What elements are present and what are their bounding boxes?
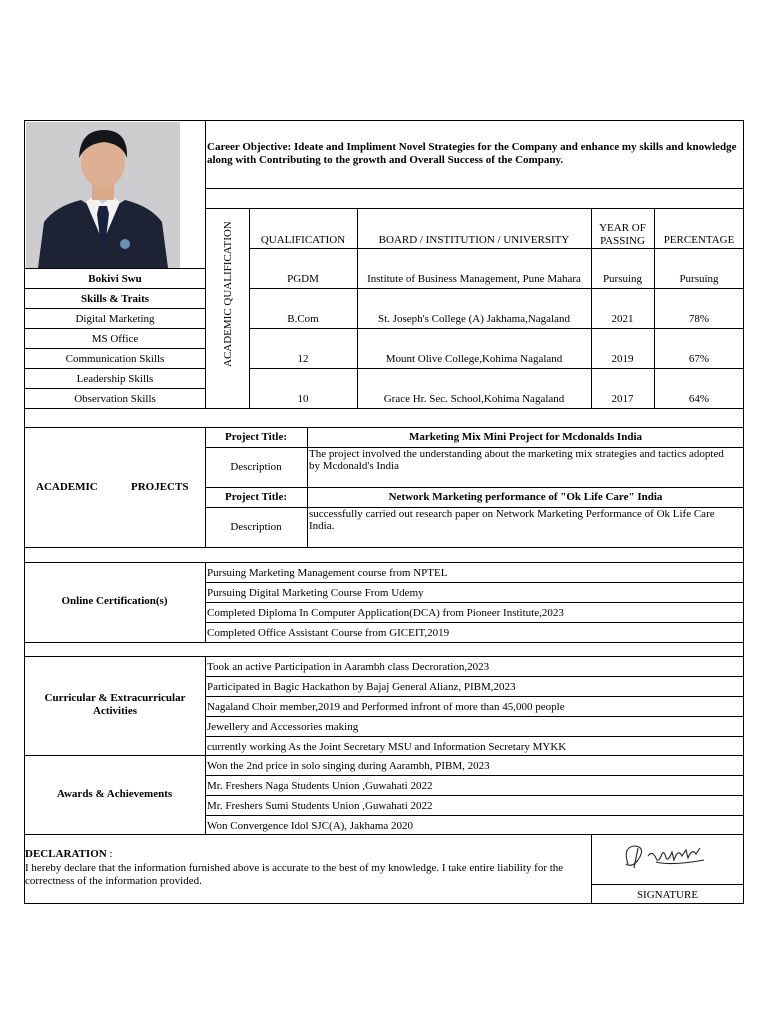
skill-item: MS Office <box>91 333 139 345</box>
activity-item: Jewellery and Accessories making <box>207 721 359 733</box>
certifications-label: Online Certification(s) <box>61 595 168 607</box>
award-item: Mr. Freshers Sumi Students Union ,Guwahati 2022 <box>207 800 433 812</box>
percentage-cell: 67% <box>688 353 710 365</box>
award-item: Won Convergence Idol SJC(A), Jakhama 2020 <box>207 820 414 832</box>
year-cell: Pursuing <box>602 273 643 285</box>
institution-cell: St. Joseph's College (A) Jakhama,Nagaland <box>378 313 570 325</box>
project-title-label: Project Title: <box>224 431 287 443</box>
project-title: Marketing Mix Mini Project for Mcdonalds India <box>408 431 643 443</box>
certification-item: Pursuing Marketing Management course from NPTEL <box>207 567 448 579</box>
percentage-cell: 78% <box>688 313 710 325</box>
project-desc-label: Description <box>230 521 282 533</box>
header-percentage: PERCENTAGE <box>663 234 735 246</box>
project-title: Network Marketing performance of "Ok Life Care" India <box>388 491 663 503</box>
skill-item: Communication Skills <box>65 353 165 365</box>
skill-item: Observation Skills <box>74 393 156 405</box>
signature-label: SIGNATURE <box>636 889 699 901</box>
declaration-colon: : <box>106 848 113 860</box>
signature-image <box>612 836 722 876</box>
certification-item: Completed Diploma In Computer Application(DCA) from Pioneer Institute,2023 <box>207 607 564 619</box>
institution-cell: Institute of Business Management, Pune Mahara <box>367 273 581 285</box>
projects-label-left: ACADEMIC <box>36 481 98 493</box>
header-year: YEAR OF PASSING <box>599 222 646 247</box>
award-item: Mr. Freshers Naga Students Union ,Guwahati 2022 <box>207 780 433 792</box>
year-cell: 2019 <box>611 353 634 365</box>
projects-label-right: PROJECTS <box>131 481 189 493</box>
profile-name: Bokivi Swu <box>88 273 142 285</box>
skills-title: Skills & Traits <box>80 293 150 305</box>
certification-item: Pursuing Digital Marketing Course From Udemy <box>207 587 424 599</box>
skill-item: Digital Marketing <box>75 313 155 325</box>
certification-item: Completed Office Assistant Course from GICEIT,2019 <box>207 627 450 639</box>
declaration-heading <box>25 848 113 861</box>
percentage-cell: 64% <box>688 393 710 405</box>
skill-item: Leadership Skills <box>76 373 154 385</box>
activity-item: currently working As the Joint Secretary MSU and Information Secretary MYKK <box>207 741 567 753</box>
profile-photo <box>26 122 180 268</box>
declaration-text: I hereby declare that the information furnished above is accurate to the best of my knowledge. I take entire liability for the correctness of the information provided. <box>25 862 564 887</box>
header-qualification: QUALIFICATION <box>260 234 346 246</box>
activities-label: Curricular & Extracurricular Activities <box>44 692 186 717</box>
activity-item: Participated in Bagic Hackathon by Bajaj General Alianz, PIBM,2023 <box>207 681 516 693</box>
qual-cell: PGDM <box>287 273 319 285</box>
institution-cell: Mount Olive College,Kohima Nagaland <box>385 353 563 365</box>
academic-side-label: ACADEMIC QUALIFICATION <box>222 221 234 367</box>
project-description: successfully carried out research paper on Network Marketing Performance of Ok Life Care India. <box>309 508 715 532</box>
qual-cell: 10 <box>297 393 309 405</box>
activity-item: Nagaland Choir member,2019 and Performed infront of more than 45,000 people <box>207 701 565 713</box>
activity-item: Took an active Participation in Aarambh class Decroration,2023 <box>207 661 490 673</box>
year-cell: 2017 <box>611 393 634 405</box>
year-cell: 2021 <box>611 313 634 325</box>
awards-label: Awards & Achievements <box>56 788 173 800</box>
award-item: Won the 2nd price in solo singing during Aarambh, PIBM, 2023 <box>207 760 490 772</box>
project-description: The project involved the understanding about the marketing mix strategies and tactics adopted by Mcdonald's India <box>309 448 724 472</box>
declaration-title: DECLARATION <box>25 848 107 860</box>
percentage-cell: Pursuing <box>679 273 719 285</box>
qual-cell: 12 <box>297 353 309 365</box>
career-objective: Career Objective: Ideate and Impliment Novel Strategies for the Company and enhance my skills and knowledge along with Contributing to the growth and Overall Success of the Company. <box>207 141 737 166</box>
project-desc-label: Description <box>230 461 282 473</box>
header-institution: BOARD / INSTITUTION / UNIVERSITY <box>378 234 570 246</box>
project-title-label: Project Title: <box>224 491 287 503</box>
qual-cell: B.Com <box>287 313 319 325</box>
institution-cell: Grace Hr. Sec. School,Kohima Nagaland <box>383 393 565 405</box>
